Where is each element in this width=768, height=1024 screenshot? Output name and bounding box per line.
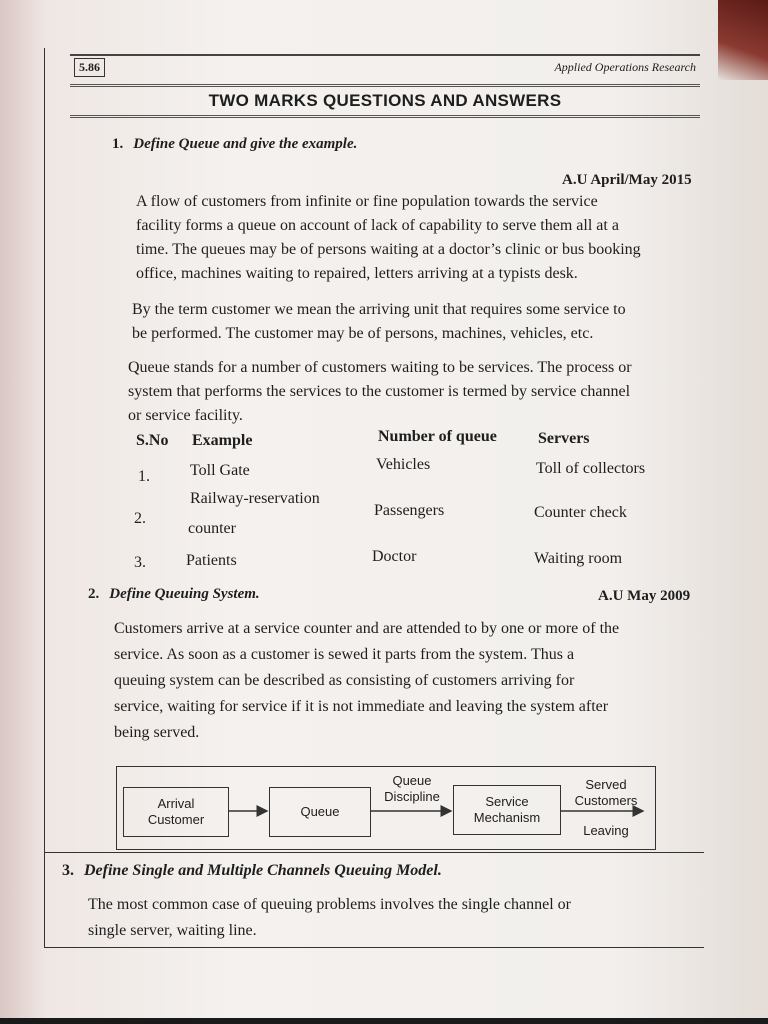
arrival-customer-box: [123, 787, 229, 837]
box-label: Arrival: [157, 796, 195, 811]
label-line: Customers: [574, 793, 638, 808]
page-corner-shadow: [718, 0, 768, 80]
label-line: Discipline: [384, 789, 440, 804]
table-header-queue: Number of queue: [378, 428, 497, 445]
queue-box: [269, 787, 371, 837]
text-line: Queue stands for a number of customers waiting to be services. The process or: [128, 359, 632, 376]
bottom-edge: [0, 1018, 768, 1024]
text-line: Customers arrive at a service counter and are attended to by one or more of the: [114, 620, 620, 637]
text-line: By the term customer we mean the arriving unit that requires some service to: [132, 301, 626, 318]
table-cell-queue: Doctor: [372, 548, 417, 565]
table-cell-server: Toll of collectors: [536, 460, 646, 477]
q1-paragraph-1: [136, 190, 698, 286]
question-text: Define Single and Multiple Channels Queuing Model.: [84, 862, 442, 879]
queuing-system-diagram: [116, 766, 656, 850]
divider: [44, 852, 704, 853]
question-3-title: [62, 862, 442, 880]
question-text: Define Queuing System.: [109, 586, 260, 602]
table-cell-sno: 2.: [134, 510, 146, 527]
text-line: queuing system can be described as consisting of customers arriving for: [114, 672, 575, 689]
table-cell-example-cont: counter: [188, 520, 236, 537]
served-customers-label: [563, 777, 649, 809]
table-cell-example: Toll Gate: [190, 462, 250, 479]
question-2-title: [88, 586, 260, 603]
text-line: office, machines waiting to repaired, letters arriving at a typists desk.: [136, 265, 578, 282]
question-1-title: [112, 136, 357, 153]
label-line: Served: [585, 777, 627, 792]
question-number: 1.: [112, 136, 124, 152]
text-line: single server, waiting line.: [88, 922, 257, 939]
question-text: Define Queue and give the example.: [133, 136, 358, 152]
box-label: Mechanism: [473, 810, 541, 825]
text-line: or service facility.: [128, 407, 243, 424]
table-cell-queue: Vehicles: [376, 456, 431, 473]
table-cell-sno: 1.: [138, 468, 150, 485]
label-line: Queue: [392, 773, 432, 788]
service-mechanism-box: [453, 785, 561, 835]
table-cell-example: Patients: [186, 552, 237, 569]
table-cell-sno: 3.: [134, 554, 146, 571]
table-cell-example: Railway-reservation: [190, 490, 320, 507]
table-header-example: Example: [192, 432, 253, 449]
question-1-reference: A.U April/May 2015: [562, 172, 692, 188]
queue-discipline-label: [373, 773, 451, 805]
table-header-sno: S.No: [136, 432, 169, 449]
text-line: service, waiting for service if it is not immediate and leaving the system after: [114, 698, 609, 715]
leaving-label: Leaving: [583, 823, 629, 838]
text-line: A flow of customers from infinite or fine population towards the service: [136, 193, 598, 210]
text-line: service. As soon as a customer is sewed it parts from the system. Thus a: [114, 646, 575, 663]
text-line: The most common case of queuing problems involves the single channel or: [88, 896, 571, 913]
q1-paragraph-3: [128, 356, 698, 428]
q2-paragraph: [114, 616, 700, 746]
q1-paragraph-2: [132, 298, 698, 346]
text-line: being served.: [114, 724, 200, 741]
page-number: 5.86: [74, 58, 105, 77]
q3-paragraph: [88, 892, 700, 944]
question-number: 3.: [62, 862, 74, 879]
table-cell-server: Waiting room: [534, 550, 623, 567]
text-line: facility forms a queue on account of lack of capability to serve them all at a: [136, 217, 619, 234]
table-cell-server: Counter check: [534, 504, 627, 521]
table-header-servers: Servers: [538, 430, 590, 447]
section-heading: TWO MARKS QUESTIONS AND ANSWERS: [70, 84, 700, 118]
text-line: be performed. The customer may be of persons, machines, vehicles, etc.: [132, 325, 594, 342]
running-head: Applied Operations Research: [554, 60, 696, 74]
question-number: 2.: [88, 586, 100, 602]
box-label: Queue: [300, 804, 340, 819]
box-label: Customer: [147, 812, 205, 827]
question-2-reference: A.U May 2009: [598, 588, 691, 604]
table-cell-queue: Passengers: [374, 502, 445, 519]
text-line: time. The queues may be of persons waiting at a doctor’s clinic or bus booking: [136, 241, 641, 258]
box-label: Service: [485, 794, 529, 809]
text-line: system that performs the services to the customer is termed by service channel: [128, 383, 631, 400]
